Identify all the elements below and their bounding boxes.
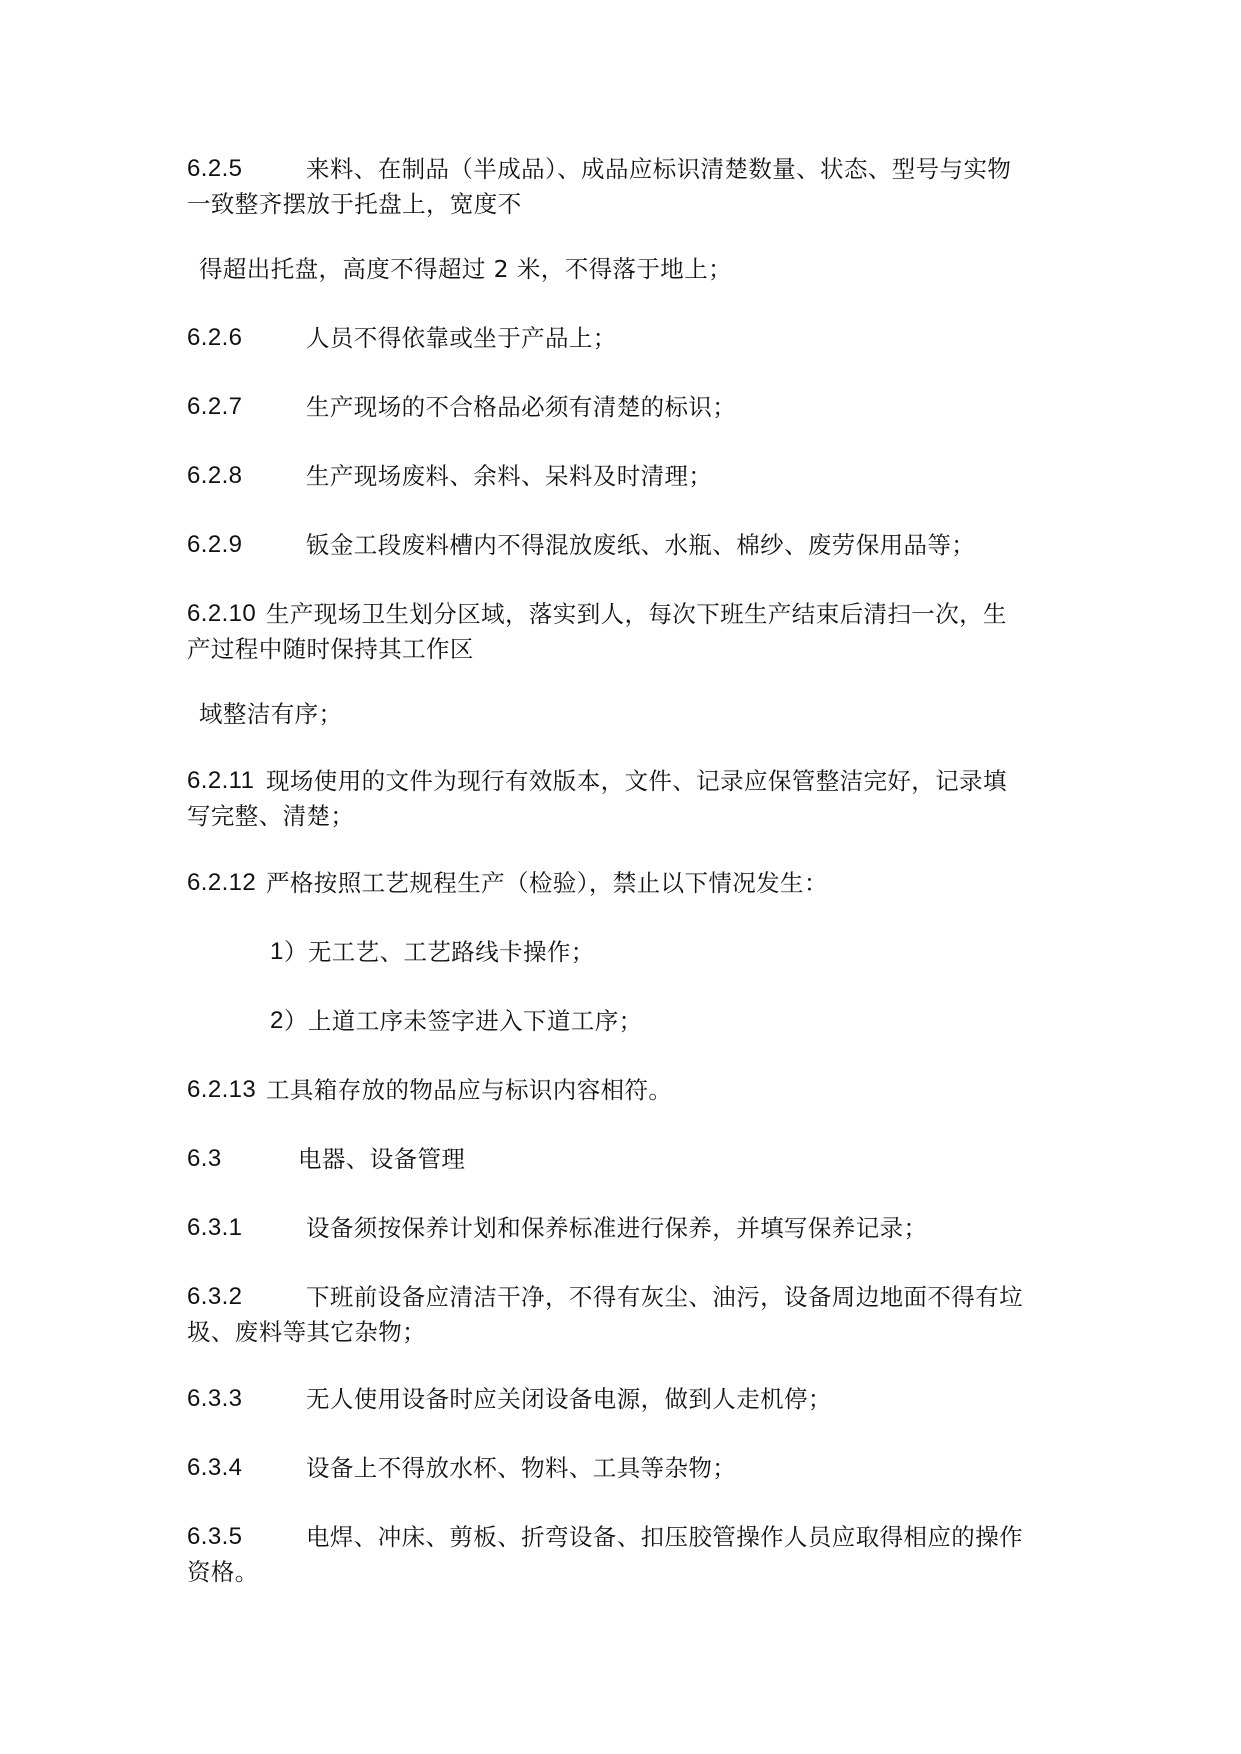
item-text-line: 来料、在制品（半成品）、成品应标识清楚数量、状态、型号与实物 <box>306 155 1012 183</box>
item-number: 6.2.11 <box>187 767 255 794</box>
item-text-line: 产过程中随时保持其工作区 <box>187 635 474 663</box>
item-number: 6.2.5 <box>187 155 243 182</box>
item-text-line: 域整洁有序； <box>199 700 343 728</box>
item-number: 6.2.6 <box>187 324 243 351</box>
item-text: 工具箱存放的物品应与标识内容相符。 <box>266 1076 673 1104</box>
item-text-line: 资格。 <box>187 1558 259 1586</box>
item-number: 6.3.5 <box>187 1523 243 1550</box>
item-number: 6.2.10 <box>187 600 257 627</box>
item-text: 设备上不得放水杯、物料、工具等杂物； <box>306 1454 737 1482</box>
sub-item-text: ）上道工序未签字进入下道工序； <box>284 1007 643 1035</box>
item-text-line: 下班前设备应清洁干净，不得有灰尘、油污，设备周边地面不得有垃 <box>306 1283 1023 1311</box>
item-number: 6.3.1 <box>187 1214 243 1241</box>
item-number: 6.2.12 <box>187 869 257 896</box>
item-number: 6.2.7 <box>187 393 243 420</box>
item-number: 6.3.3 <box>187 1385 243 1412</box>
item-text-line: 电焊、冲床、剪板、折弯设备、扣压胶管操作人员应取得相应的操作 <box>306 1523 1023 1551</box>
item-text: 无人使用设备时应关闭设备电源，做到人走机停； <box>306 1385 832 1413</box>
section-title: 电器、设备管理 <box>298 1145 466 1173</box>
item-number: 6.3.4 <box>187 1454 243 1481</box>
item-text-line: 生产现场卫生划分区域，落实到人，每次下班生产结束后清扫一次，生 <box>266 600 1007 628</box>
item-text: 生产现场废料、余料、呆料及时清理； <box>306 462 713 490</box>
item-text-line: 得超出托盘，高度不得超过 2 米，不得落于地上； <box>199 255 732 283</box>
item-text-line: 写完整、清楚； <box>187 802 355 830</box>
sub-item-text: ）无工艺、工艺路线卡操作； <box>284 938 595 966</box>
section-number: 6.3 <box>187 1145 222 1172</box>
item-text: 生产现场的不合格品必须有清楚的标识； <box>306 393 737 421</box>
item-number: 6.2.9 <box>187 531 243 558</box>
item-text-line: 现场使用的文件为现行有效版本，文件、记录应保管整洁完好，记录填 <box>266 767 1007 795</box>
item-number: 6.2.13 <box>187 1076 257 1103</box>
item-text-line: 圾、废料等其它杂物； <box>187 1318 426 1346</box>
item-text: 人员不得依靠或坐于产品上； <box>306 324 617 352</box>
item-text: 设备须按保养计划和保养标准进行保养，并填写保养记录； <box>306 1214 928 1242</box>
item-number: 6.2.8 <box>187 462 243 489</box>
sub-item-number: 1 <box>270 938 284 965</box>
item-text-line: 一致整齐摆放于托盘上，宽度不 <box>187 190 522 218</box>
item-number: 6.3.2 <box>187 1283 243 1310</box>
item-text: 严格按照工艺规程生产（检验），禁止以下情况发生： <box>266 869 828 897</box>
item-text: 钣金工段废料槽内不得混放废纸、水瓶、棉纱、废劳保用品等； <box>306 531 976 559</box>
sub-item-number: 2 <box>270 1007 284 1034</box>
